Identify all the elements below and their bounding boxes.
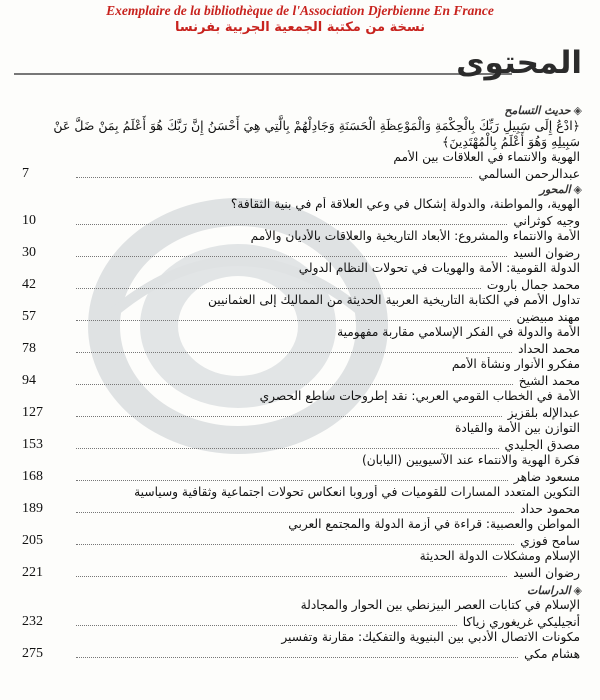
entry-author-row (22, 564, 582, 581)
toc-entry (22, 150, 582, 182)
entry-title: الهوية والانتماء في العلاقات بين الأمم (393, 150, 580, 164)
leader-dots (76, 223, 507, 225)
entry-author-row (22, 645, 582, 662)
entry-author-row (22, 212, 582, 229)
entry-author-row (22, 340, 582, 357)
leader-dots (76, 511, 514, 513)
section-bullet-icon: ◈ (573, 183, 582, 196)
entry-title: المواطن والعصبية: قراءة في أزمة الدولة والمجتمع العربي (288, 517, 580, 531)
page-title: المحتوى (456, 45, 582, 81)
entry-author-row (22, 244, 582, 261)
entry-author: رضوان السيد (513, 246, 580, 260)
entry-author-row (22, 308, 582, 325)
entry-author: سامح فوزي (520, 534, 580, 548)
page-number: 78 (22, 341, 36, 356)
quran-verse: ﴿ادْعُ إِلَى سَبِيلِ رَبِّكَ بِالْحِكْمَةِ وَالْمَوْعِظَةِ الْحَسَنَةِ وَجَادِلْهُمْ بِالَّتِي هِيَ أَحْسَنُ إِنَّ رَبَّكَ هُوَ أَعْلَمُ بِمَنْ ضَلَّ عَنْ سَبِيلِهِ وَهُوَ أَعْلَمُ بِالْمُهْتَدِينَ﴾ (53, 118, 580, 149)
entry-author: محمد الحداد (518, 342, 580, 356)
leader-dots (76, 447, 499, 449)
entry-title: الأمة والانتماء والمشروع: الأبعاد التاريخية والعلاقات بالأديان والأمم (250, 229, 580, 243)
toc-entry (22, 229, 582, 261)
section-bullet-icon: ◈ (573, 584, 582, 597)
leader-dots (76, 479, 508, 481)
toc-entry (22, 517, 582, 549)
leader-dots (76, 319, 510, 321)
toc-entry (22, 261, 582, 293)
entry-author-row (22, 532, 582, 549)
entry-author-row (22, 468, 582, 485)
page-number: 275 (22, 646, 43, 661)
toc-entry (22, 325, 582, 357)
entry-author: محمد جمال باروت (486, 278, 580, 292)
entry-author: أنجيليكي غريغوري زياكا (462, 615, 580, 629)
entry-author: مسعود ضاهر (513, 470, 580, 484)
entry-author: عبدالرحمن السالمي (478, 167, 580, 181)
entry-title: مفكرو الأنوار ونشأة الأمم (451, 357, 580, 371)
entry-title: فكرة الهوية والانتماء عند الآسيويين (اليابان) (361, 453, 580, 467)
leader-dots (76, 415, 502, 417)
library-stamp-french: Exemplaire de la bibliothèque de l'Association Djerbienne En France (106, 3, 494, 18)
leader-dots (76, 543, 514, 545)
page-number: 168 (22, 469, 43, 484)
toc-entry (22, 197, 582, 229)
toc-entry (22, 421, 582, 453)
leader-dots (76, 383, 513, 385)
entry-author: مهند مبيضين (516, 310, 580, 324)
entry-author-row (22, 436, 582, 453)
table-of-contents (22, 103, 582, 662)
toc-entry (22, 389, 582, 421)
toc-entry (22, 485, 582, 517)
toc-entry (22, 630, 582, 662)
toc-entry (22, 598, 582, 630)
entry-author: وجيه كوثراني (513, 214, 580, 228)
page-number: 221 (22, 565, 43, 580)
entry-author-row (22, 372, 582, 389)
entry-title: الهوية، والمواطنة، والدولة إشكال في وعي العلاقة أم في بنية الثقافة؟ (230, 197, 580, 211)
entry-title: تداول الأمم في الكتابة التاريخية العربية الحديثة من المماليك إلى العثمانيين (208, 293, 580, 307)
page-number: 153 (22, 437, 43, 452)
section-heading: ◈الدراسات (527, 584, 582, 597)
entry-author-row (22, 404, 582, 421)
section-heading: ◈حديث التسامح (504, 104, 582, 117)
entry-author-row (22, 165, 582, 182)
toc-entry (22, 549, 582, 581)
entry-author-row (22, 500, 582, 517)
entry-author: رضوان السيد (513, 566, 580, 580)
entry-title: التكوين المتعدد المسارات للقوميات في أوروبا انعكاس تحولات اجتماعية وثقافية وسياسية (134, 485, 580, 499)
entry-title: الإسلام ومشكلات الدولة الحديثة (419, 549, 580, 563)
library-stamp (0, 3, 600, 36)
page-number: 127 (22, 405, 43, 420)
entry-title: الأمة والدولة في الفكر الإسلامي مقاربة مفهومية (337, 325, 580, 339)
title-bar (14, 46, 582, 86)
page-number: 42 (22, 277, 36, 292)
page-number: 232 (22, 614, 43, 629)
leader-dots (76, 575, 507, 577)
page-number: 94 (22, 373, 36, 388)
entry-title: التوازن بين الأمة والقيادة (454, 421, 580, 435)
page-number: 30 (22, 245, 36, 260)
title-rule (14, 73, 512, 75)
entry-author-row (22, 613, 582, 630)
page-number: 57 (22, 309, 36, 324)
leader-dots (76, 624, 457, 626)
library-stamp-arabic: نسخة من مكتبة الجمعية الجربية بفرنسا (175, 20, 425, 35)
entry-title: الأمة في الخطاب القومي العربي: نقد إطروحات ساطع الحصري (259, 389, 580, 403)
page-number: 10 (22, 213, 36, 228)
toc-entry (22, 293, 582, 325)
entry-author: محمود حداد (520, 502, 580, 516)
section-bullet-icon: ◈ (573, 104, 582, 117)
leader-dots (76, 287, 481, 289)
entry-title: الإسلام في كتابات العصر البيزنطي بين الحوار والمجادلة (300, 598, 580, 612)
toc-entry (22, 453, 582, 485)
entry-author: عبدالإله بلقزيز (507, 406, 580, 420)
leader-dots (76, 176, 472, 178)
entry-title: مكونات الاتصال الأدبي بين البنيوية والتفكيك: مقارنة وتفسير (281, 630, 580, 644)
toc-entry (22, 357, 582, 389)
page-number: 189 (22, 501, 43, 516)
entry-author: محمد الشيخ (518, 374, 580, 388)
page-number: 7 (22, 166, 29, 181)
leader-dots (76, 656, 518, 658)
leader-dots (76, 351, 512, 353)
page-number: 205 (22, 533, 43, 548)
entry-title: الدولة القومية: الأمة والهويات في تحولات النظام الدولي (298, 261, 580, 275)
section-heading: ◈المحور (539, 183, 582, 196)
leader-dots (76, 255, 507, 257)
entry-author: هشام مكي (524, 647, 580, 661)
entry-author: مصدق الجليدي (504, 438, 580, 452)
entry-author-row (22, 276, 582, 293)
